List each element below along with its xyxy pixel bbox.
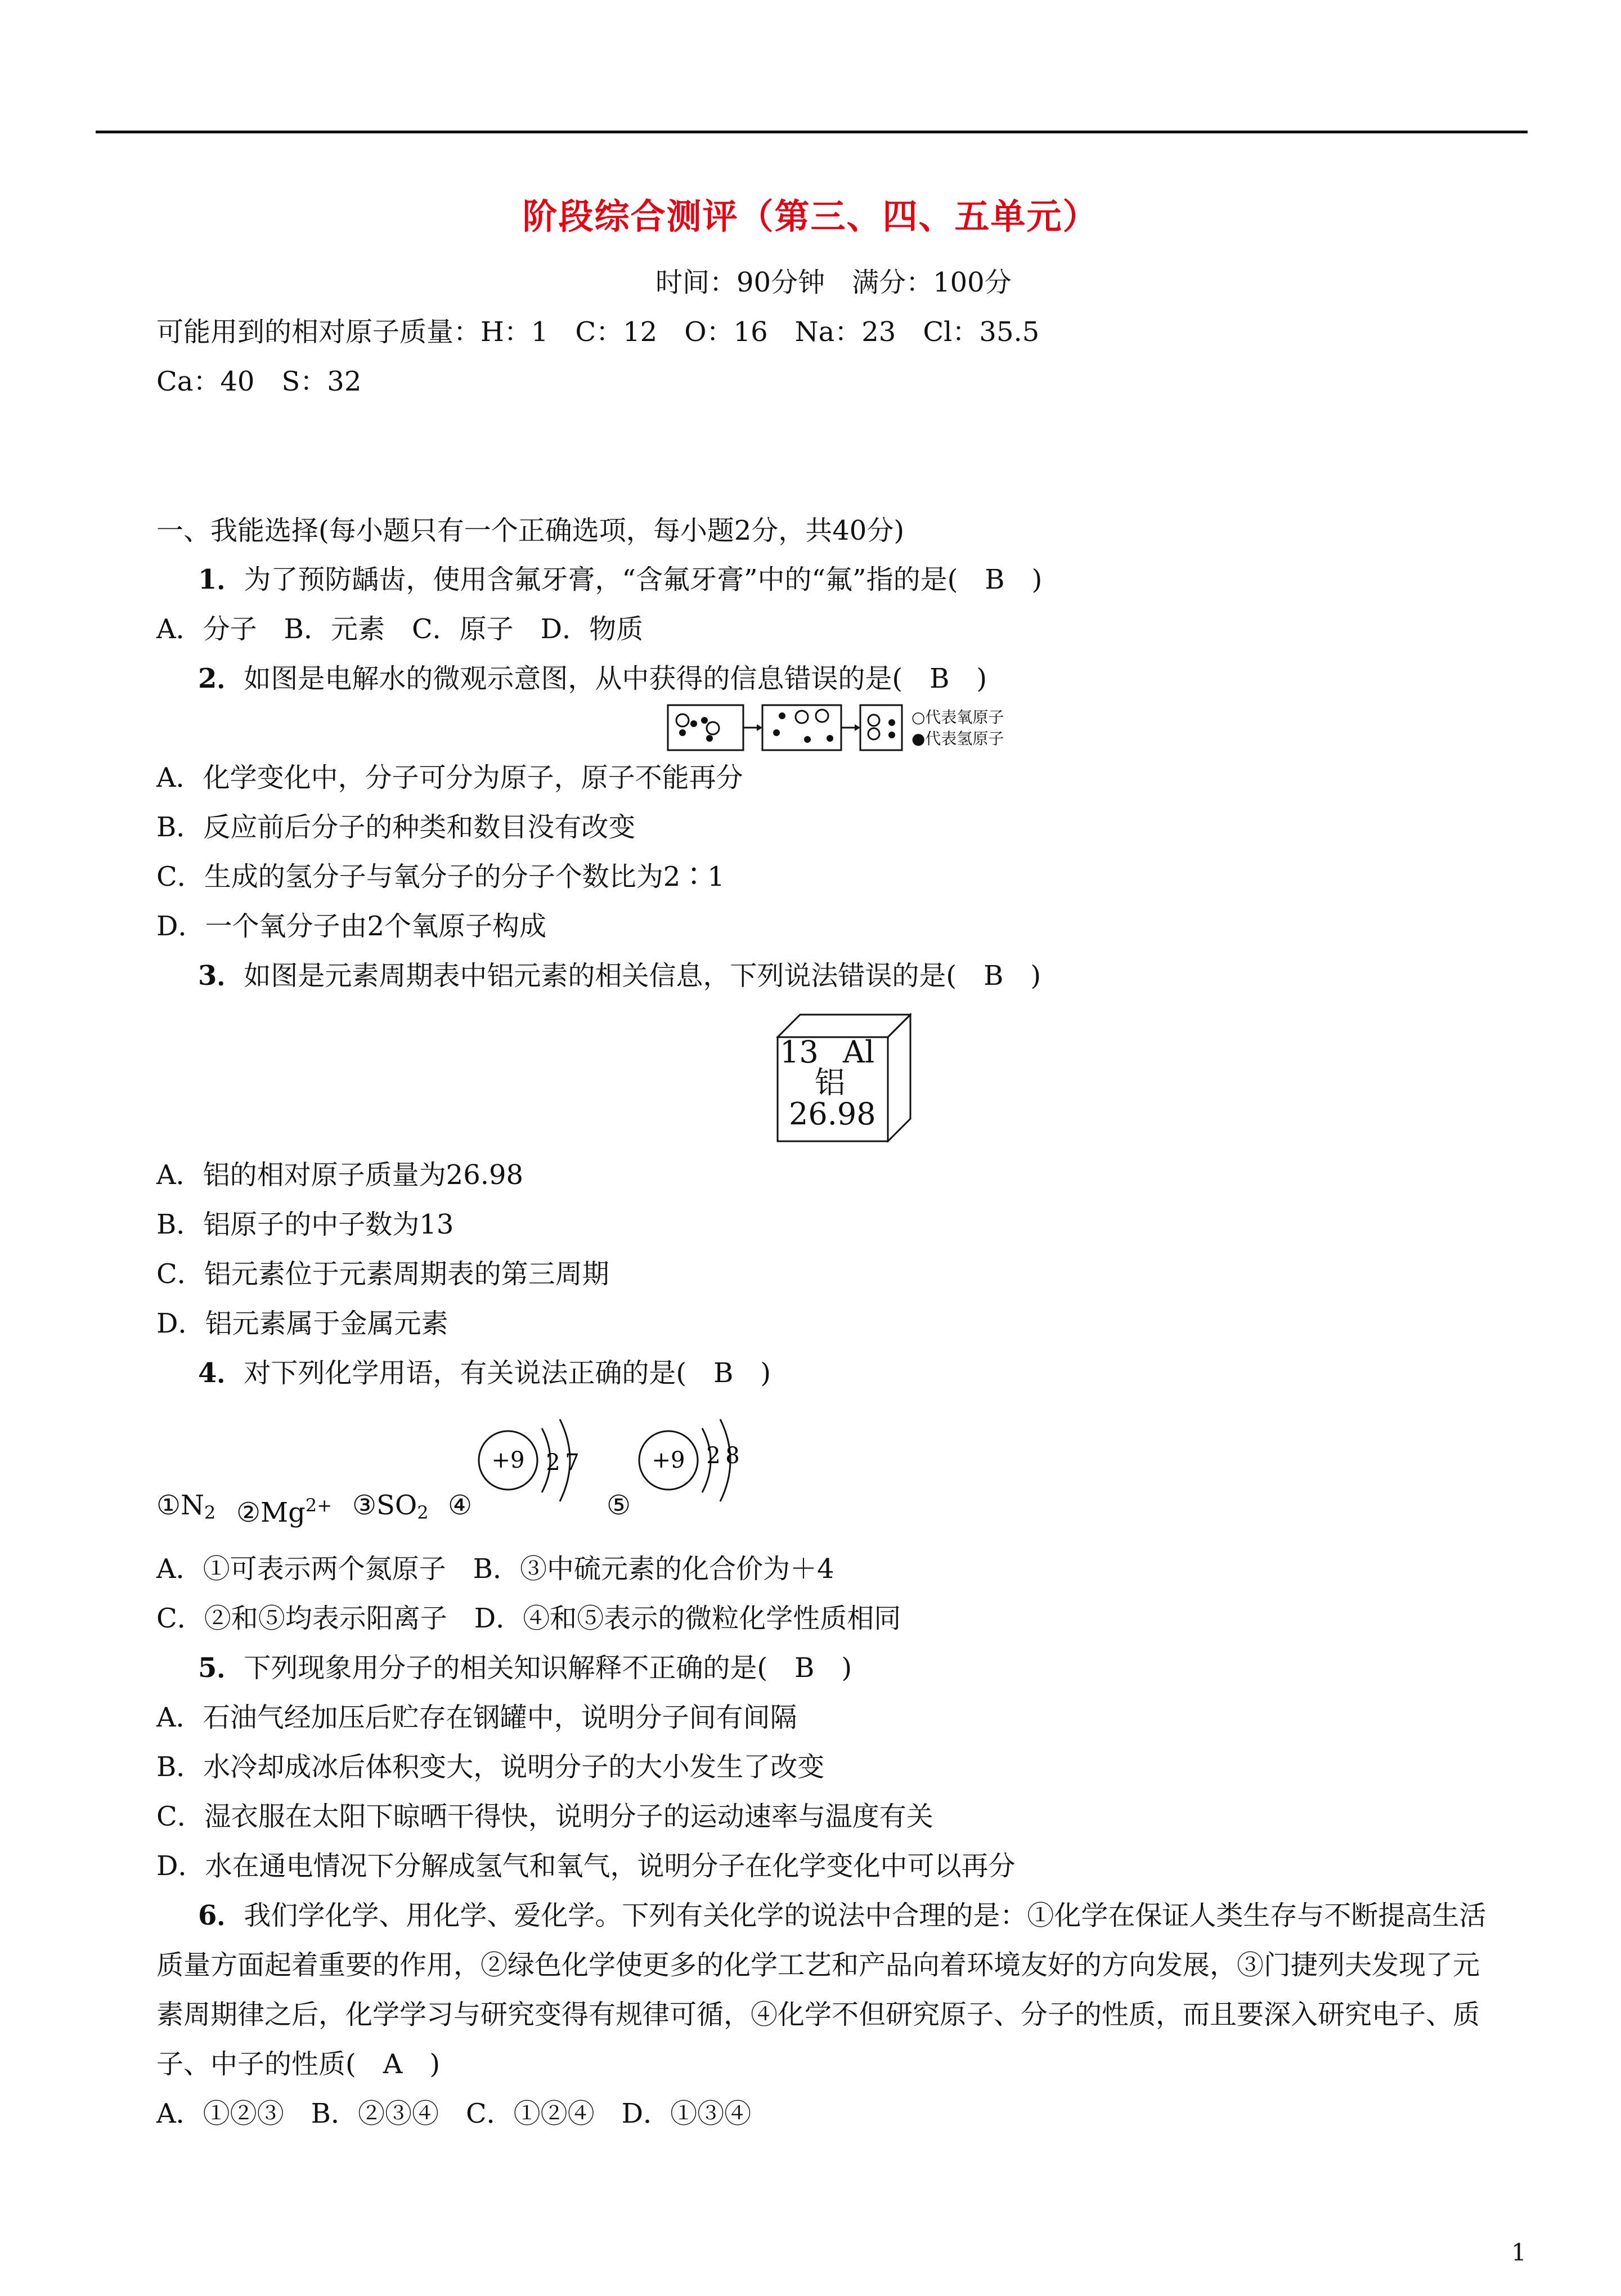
- time-info: 时间：90分钟 满分：100分: [655, 267, 1012, 298]
- question-6-stem-line-2: 质量方面起着重要的作用，②绿色化学使更多的化学工艺和产品向着环境友好的方向发展，③门捷列夫发现了元: [156, 1949, 1480, 1981]
- symbol-5-label: ⑤: [607, 1490, 631, 1521]
- question-5-option-b: B．水冷却成冰后体积变大，说明分子的大小发生了改变: [156, 1751, 825, 1783]
- question-number: 1．: [198, 564, 244, 595]
- atom-4-nucleus: +9: [491, 1447, 525, 1473]
- question-stem: 如图是电解水的微观示意图，从中获得的信息错误的是( B ): [244, 663, 987, 694]
- question-3-option-c: C．铝元素位于元素周期表的第三周期: [156, 1258, 609, 1290]
- question-4: [198, 1356, 771, 1390]
- symbol-label: ②Mg: [236, 1497, 306, 1528]
- chemical-symbol-n2: [156, 1488, 215, 1530]
- legend-oxygen: ○代表氧原子: [911, 708, 1004, 727]
- question-stem-line-1: 我们学化学、用化学、爱化学。下列有关化学的说法中合理的是：①化学在保证人类生存与不断提高生活: [244, 1900, 1487, 1931]
- chemical-symbol-so2: [352, 1488, 429, 1530]
- question-number: 5．: [198, 1652, 244, 1684]
- element-tile-aluminum: [776, 1013, 911, 1142]
- question-4-options-1: A．①可表示两个氮原子 B．③中硫元素的化合价为＋4: [156, 1553, 834, 1585]
- atomic-masses-line-1: 可能用到的相对原子质量：H：1 C：12 O：16 Na：23 Cl：35.5: [156, 316, 1040, 348]
- atom-4-shell-1: 2: [546, 1450, 560, 1476]
- question-1: [198, 563, 1042, 597]
- atom-4-shell-2: 7: [565, 1450, 580, 1476]
- question-2-option-c: C．生成的氢分子与氧分子的分子个数比为2∶1: [156, 861, 725, 893]
- element-name: 铝: [815, 1065, 845, 1100]
- question-stem: 为了预防龋齿，使用含氟牙膏，“含氟牙膏”中的“氟”指的是( B ): [244, 564, 1043, 595]
- element-atomic-mass: 26.98: [789, 1096, 876, 1132]
- question-2-option-d: D．一个氧分子由2个氧原子构成: [156, 911, 547, 942]
- question-2-option-a: A．化学变化中，分子可分为原子，原子不能再分: [156, 762, 743, 793]
- question-stem: 对下列化学用语，有关说法正确的是( B ): [244, 1357, 771, 1389]
- question-3-option-d: D．铝元素属于金属元素: [156, 1308, 448, 1339]
- question-number: 2．: [198, 663, 244, 694]
- question-3-option-b: B．铝原子的中子数为13: [156, 1209, 454, 1240]
- question-2: [198, 662, 987, 696]
- header-rule: [96, 131, 1528, 133]
- symbol-subscript: 2: [204, 1502, 216, 1523]
- element-atomic-number: 13: [780, 1034, 819, 1070]
- page-number: 1: [1511, 2239, 1526, 2266]
- question-6: [198, 1899, 1486, 1932]
- question-number: 6．: [198, 1900, 244, 1931]
- question-number: 4．: [198, 1357, 244, 1389]
- atomic-masses-line-2: Ca：40 S：32: [156, 366, 362, 397]
- question-5: [198, 1651, 852, 1685]
- atom-5-shell-1: 2: [706, 1443, 721, 1469]
- section-heading: 一、我能选择(每小题只有一个正确选项，每小题2分，共40分): [156, 515, 905, 546]
- question-number: 3．: [198, 960, 244, 992]
- symbol-4-label: ④: [448, 1490, 473, 1521]
- question-1-options: A．分子 B．元素 C．原子 D．物质: [156, 613, 644, 645]
- question-stem: 如图是元素周期表中铝元素的相关信息，下列说法错误的是( B ): [244, 960, 1041, 992]
- question-6-stem-line-3: 素周期律之后，化学学习与研究变得有规律可循，④化学不但研究原子、分子的性质，而且要深入研究电子、质: [156, 1999, 1480, 2030]
- question-stem: 下列现象用分子的相关知识解释不正确的是( B ): [244, 1652, 852, 1684]
- question-3: [198, 959, 1041, 993]
- question-6-options: A．①②③ B．②③④ C．①②④ D．①③④: [156, 2098, 752, 2129]
- question-4-options-2: C．②和⑤均表示阳离子 D．④和⑤表示的微粒化学性质相同: [156, 1603, 901, 1634]
- question-3-option-a: A．铝的相对原子质量为26.98: [156, 1159, 524, 1191]
- question-6-stem-line-4: 子、中子的性质( A ): [156, 2048, 441, 2080]
- question-2-option-b: B．反应前后分子的种类和数目没有改变: [156, 811, 636, 843]
- atom-structure-diagram-4: [475, 1407, 588, 1514]
- electrolysis-diagram: [667, 703, 903, 752]
- atom-5-shell-2: 8: [725, 1443, 740, 1469]
- question-5-option-a: A．石油气经加压后贮存在钢罐中，说明分子间有间隔: [156, 1702, 797, 1733]
- page-title: 阶段综合测评（第三、四、五单元）: [522, 196, 1099, 237]
- legend-hydrogen: ●代表氢原子: [911, 729, 1004, 748]
- symbol-subscript: 2: [417, 1502, 429, 1523]
- atom-5-nucleus: +9: [652, 1447, 685, 1473]
- symbol-label: ①N: [156, 1490, 205, 1521]
- question-5-option-d: D．水在通电情况下分解成氢气和氧气，说明分子在化学变化中可以再分: [156, 1850, 1016, 1882]
- chemical-symbol-mg-ion: [236, 1488, 332, 1530]
- symbol-superscript: 2+: [305, 1495, 333, 1516]
- atom-structure-diagram-5: [636, 1407, 748, 1514]
- symbol-label: ③SO: [352, 1490, 417, 1521]
- element-symbol: Al: [843, 1034, 875, 1070]
- question-5-option-c: C．湿衣服在太阳下晾晒干得快，说明分子的运动速率与温度有关: [156, 1801, 933, 1832]
